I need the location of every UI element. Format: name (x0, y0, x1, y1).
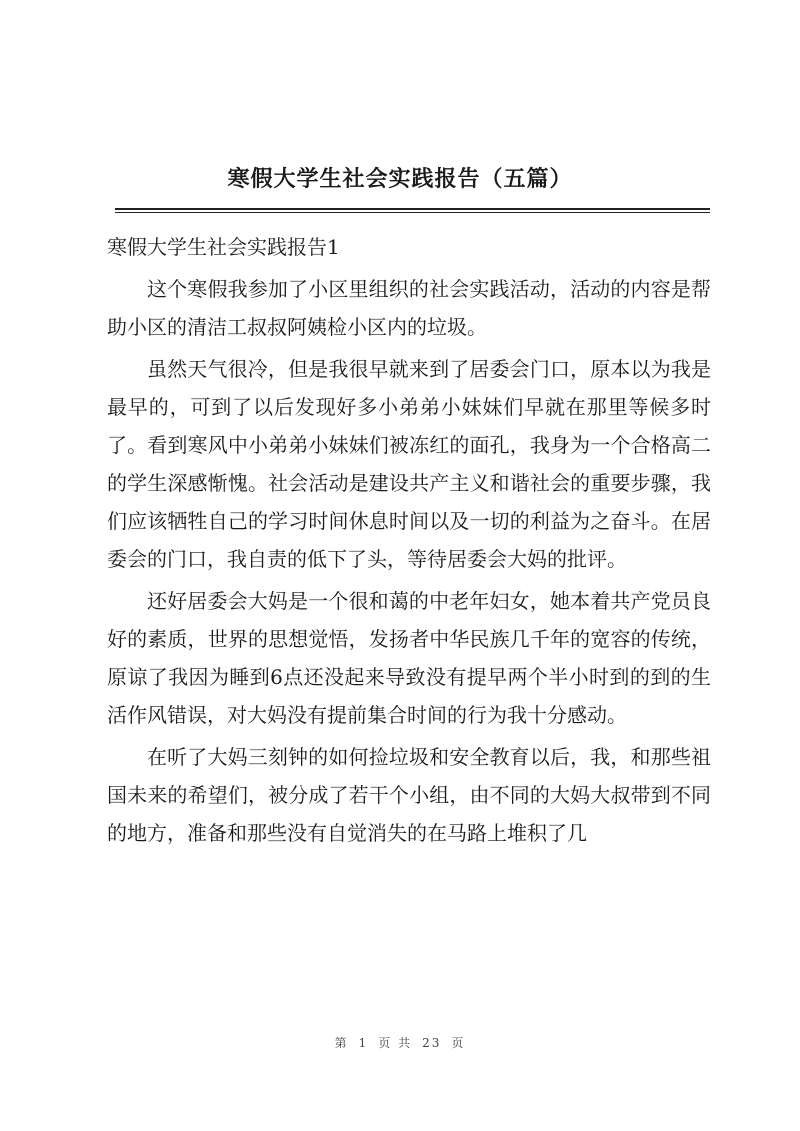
footer-page-number: 1 (358, 1036, 369, 1050)
page-footer (0, 1034, 800, 1051)
footer-page-prefix: 第 (334, 1036, 349, 1050)
paragraph: 还好居委会大妈是一个很和蔼的中老年妇女，她本着共产党员良好的素质，世界的思想觉悟，发扬者中华民族几千年的宽容的传统，原谅了我因为睡到6点还没起来导致没有提早两个半小时到的到的生活作风错误，对大妈没有提前集合时间的行为我十分感动。 (107, 589, 711, 727)
paragraph: 在听了大妈三刻钟的如何捡垃圾和安全教育以后，我，和那些祖国未来的希望们，被分成了若干个小组，由不同的大妈大叔带到不同的地方，准备和那些没有自觉消失的在马路上堆积了几 (107, 745, 711, 845)
footer-page-suffix: 页 (451, 1036, 466, 1050)
title-divider (115, 208, 710, 213)
footer-page-total: 23 (422, 1036, 442, 1050)
footer-page-mid: 页 共 (378, 1036, 413, 1050)
section-heading: 寒假大学生社会实践报告1 (107, 235, 340, 259)
paragraph: 虽然天气很冷，但是我很早就来到了居委会门口，原本以为我是最早的，可到了以后发现好多小弟弟小妹妹们早就在那里等候多时了。看到寒风中小弟弟小妹妹们被冻红的面孔，我身为一个合格高二的学生深感惭愧。社会活动是建设共产主义和谐社会的重要步骤，我们应该牺牲自己的学习时间休息时间以及一切的利益为之奋斗。在居委会的门口，我自责的低下了头，等待居委会大妈的批评。 (107, 357, 711, 571)
document-title: 寒假大学生社会实践报告（五篇） (227, 166, 573, 192)
paragraph: 这个寒假我参加了小区里组织的社会实践活动，活动的内容是帮助小区的清洁工叔叔阿姨检小区内的垃圾。 (107, 277, 711, 339)
document-body (107, 228, 711, 856)
